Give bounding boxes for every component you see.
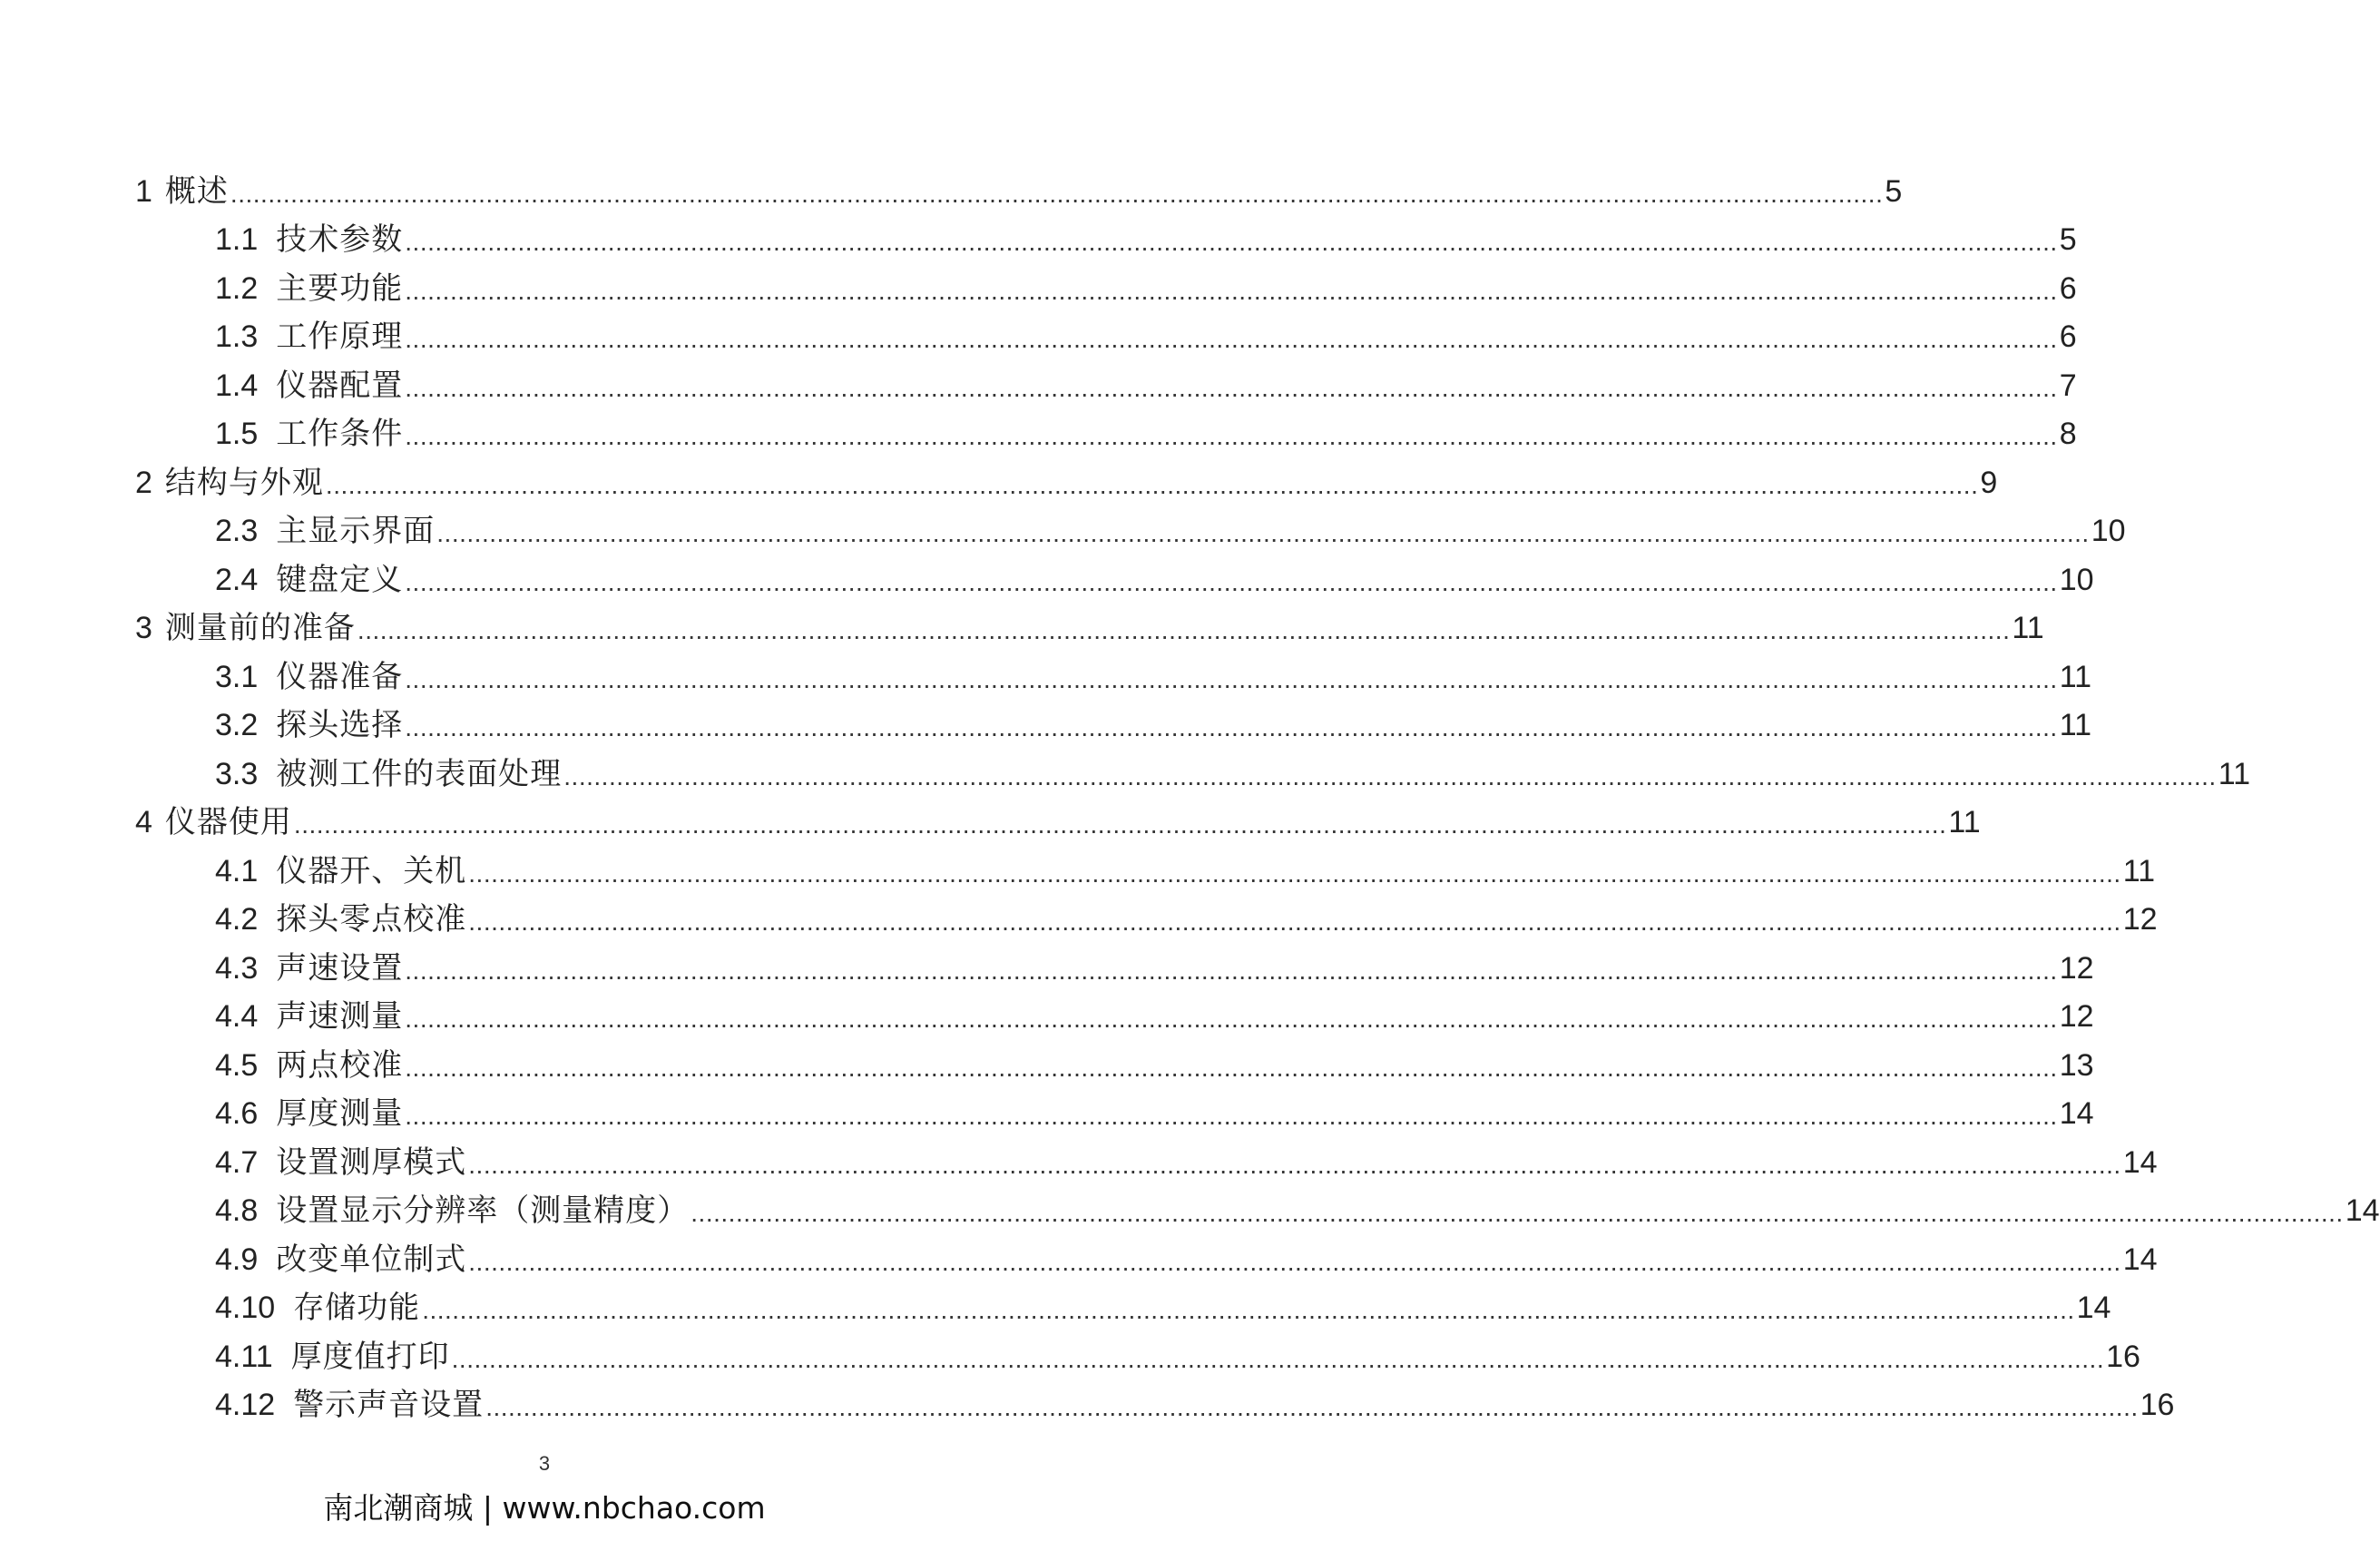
toc-dot-leader: ............................................................................................................................................................................................................................ [405,1053,2058,1082]
toc-entry-page: 11 [2059,708,2092,743]
toc-dot-leader: ............................................................................................................................................................................................................................ [468,1150,2121,1179]
toc-entry-page: 6 [2059,270,2077,306]
toc-section-entry[interactable] [0,313,2077,362]
toc-dot-leader: ............................................................................................................................................................................................................................ [405,713,2058,742]
toc-entry-page: 14 [2122,1242,2158,1277]
toc-dot-leader: ............................................................................................................................................................................................................................ [405,567,2058,596]
toc-section-entry[interactable] [0,1381,2175,1430]
toc-entry-title: 概述 [164,172,229,210]
toc-dot-leader: ............................................................................................................................................................................................................................ [405,1005,2058,1034]
toc-entry-number: 1.5 [215,417,259,452]
toc-entry-number: 2.3 [215,514,259,549]
toc-entry-title: 被测工件的表面处理 [276,755,563,792]
toc-dot-leader: ............................................................................................................................................................................................................................ [405,276,2058,305]
toc-dot-leader: ............................................................................................................................................................................................................................ [293,810,1947,839]
toc-chapter-entry[interactable] [0,604,2044,653]
toc-entry-number: 3.1 [215,659,259,694]
toc-entry-number: 4.12 [215,1388,276,1423]
toc-entry-number: 3.2 [215,708,259,743]
toc-entry-title: 改变单位制式 [276,1241,467,1278]
toc-entry-page: 9 [1980,465,1998,500]
toc-dot-leader: ............................................................................................................................................................................................................................ [357,616,2011,645]
toc-dot-leader: ............................................................................................................................................................................................................................ [468,1247,2121,1276]
toc-section-entry[interactable] [0,847,2156,896]
toc-entry-title: 仪器使用 [164,804,292,841]
toc-dot-leader: ............................................................................................................................................................................................................................ [485,1393,2139,1422]
toc-section-entry[interactable] [0,1332,2140,1381]
page-number: 3 [538,1452,551,1475]
toc-entry-title: 声速测量 [276,998,404,1036]
toc-entry-page: 7 [2059,368,2077,403]
toc-section-entry[interactable] [0,361,2077,410]
toc-entry-title: 警示声音设置 [293,1387,485,1424]
toc-entry-number: 4.11 [215,1339,273,1374]
toc-entry-title: 仪器准备 [276,658,404,695]
toc-dot-leader: ............................................................................................................................................................................................................................ [405,956,2058,985]
toc-entry-page: 5 [2059,222,2077,258]
toc-entry-title: 仪器配置 [276,367,404,404]
toc-entry-title: 探头零点校准 [276,901,467,938]
toc-entry-number: 1 [135,173,152,209]
toc-entry-page: 12 [2122,902,2158,937]
toc-section-entry[interactable] [0,944,2094,993]
toc-entry-page: 11 [1948,805,1981,840]
toc-section-entry[interactable] [0,1090,2094,1139]
toc-entry-number: 4.2 [215,902,259,937]
toc-entry-number: 4.6 [215,1096,259,1132]
toc-entry-title: 厚度值打印 [290,1338,450,1375]
toc-dot-leader: ............................................................................................................................................................................................................................ [690,1199,2344,1228]
toc-entry-number: 2.4 [215,562,259,597]
toc-entry-page: 11 [2218,756,2251,791]
toc-section-entry[interactable] [0,507,2126,556]
toc-entry-page: 11 [2059,659,2092,694]
toc-dot-leader: ............................................................................................................................................................................................................................ [405,664,2058,693]
toc-entry-title: 键盘定义 [276,561,404,598]
toc-chapter-entry[interactable] [0,799,1981,848]
toc-entry-title: 工作条件 [276,416,404,453]
toc-section-entry[interactable] [0,1187,2380,1236]
toc-dot-leader: ............................................................................................................................................................................................................................ [405,422,2058,451]
toc-entry-title: 测量前的准备 [164,610,356,647]
toc-entry-page: 14 [2345,1193,2380,1229]
toc-section-entry[interactable] [0,702,2092,751]
toc-entry-page: 14 [2122,1144,2158,1180]
toc-entry-number: 4.5 [215,1047,259,1083]
toc-entry-title: 声速设置 [276,949,404,986]
toc-dot-leader: ............................................................................................................................................................................................................................ [405,228,2058,257]
toc-entry-page: 12 [2059,999,2094,1035]
toc-section-entry[interactable] [0,1235,2158,1284]
toc-entry-title: 存储功能 [293,1290,421,1327]
toc-entry-number: 4 [135,805,152,840]
toc-entry-page: 11 [2122,853,2156,888]
toc-dot-leader: ............................................................................................................................................................................................................................ [422,1296,2075,1325]
toc-entry-title: 结构与外观 [164,464,324,501]
toc-dot-leader: ............................................................................................................................................................................................................................ [451,1344,2105,1373]
toc-dot-leader: ............................................................................................................................................................................................................................ [230,179,1884,208]
toc-entry-page: 16 [2106,1339,2140,1374]
toc-section-entry[interactable] [0,1138,2158,1187]
toc-entry-page: 16 [2140,1388,2175,1423]
toc-chapter-entry[interactable] [0,167,1903,216]
toc-entry-page: 6 [2059,319,2077,355]
toc-entry-title: 探头选择 [276,707,404,744]
toc-entry-page: 12 [2059,950,2094,986]
toc-entry-title: 仪器开、关机 [276,852,467,889]
toc-entry-number: 4.4 [215,999,259,1035]
toc-section-entry[interactable] [0,410,2077,459]
toc-entry-number: 4.3 [215,950,259,986]
toc-section-entry[interactable] [0,750,2251,799]
toc-section-entry[interactable] [0,555,2094,604]
toc-dot-leader: ............................................................................................................................................................................................................................ [563,761,2217,790]
toc-entry-number: 1.2 [215,270,259,306]
toc-entry-title: 主显示界面 [276,513,436,550]
toc-entry-number: 3 [135,611,152,646]
toc-entry-number: 4.7 [215,1144,259,1180]
toc-section-entry[interactable] [0,896,2158,945]
toc-entry-title: 两点校准 [276,1046,404,1084]
toc-section-entry[interactable] [0,216,2077,265]
toc-dot-leader: ............................................................................................................................................................................................................................ [405,1102,2058,1131]
toc-entry-page: 10 [2059,562,2094,597]
toc-entry-page: 14 [2076,1291,2111,1326]
toc-section-entry[interactable] [0,264,2077,313]
toc-entry-number: 4.8 [215,1193,259,1229]
toc-chapter-entry[interactable] [0,458,1998,507]
toc-entry-number: 1.4 [215,368,259,403]
table-of-contents [0,167,2380,1429]
toc-entry-page: 13 [2059,1047,2094,1083]
toc-entry-page: 11 [2012,611,2044,646]
toc-section-entry[interactable] [0,1284,2111,1333]
toc-entry-title: 主要功能 [276,270,404,307]
toc-section-entry[interactable] [0,653,2092,702]
toc-entry-number: 2 [135,465,152,500]
toc-entry-page: 5 [1885,173,1903,209]
toc-dot-leader: ............................................................................................................................................................................................................................ [468,908,2121,937]
toc-dot-leader: ............................................................................................................................................................................................................................ [405,325,2058,354]
toc-entry-number: 1.1 [215,222,259,258]
footer-brand: 南北潮商城 | www.nbchao.com [323,1490,766,1526]
toc-dot-leader: ............................................................................................................................................................................................................................ [468,859,2121,888]
toc-dot-leader: ............................................................................................................................................................................................................................ [405,373,2058,402]
toc-entry-number: 4.10 [215,1291,276,1326]
toc-entry-number: 4.1 [215,853,259,888]
toc-section-entry[interactable] [0,1041,2094,1090]
toc-entry-page: 14 [2059,1096,2094,1132]
toc-entry-page: 10 [2091,514,2126,549]
toc-entry-title: 厚度测量 [276,1095,404,1133]
toc-entry-title: 工作原理 [276,319,404,356]
toc-entry-number: 3.3 [215,756,259,791]
toc-entry-page: 8 [2059,417,2077,452]
toc-entry-title: 技术参数 [276,221,404,259]
toc-entry-number: 1.3 [215,319,259,355]
toc-dot-leader: ............................................................................................................................................................................................................................ [436,519,2090,548]
toc-dot-leader: ............................................................................................................................................................................................................................ [325,470,1979,499]
toc-entry-title: 设置显示分辨率（测量精度） [276,1193,690,1230]
toc-entry-number: 4.9 [215,1242,259,1277]
toc-section-entry[interactable] [0,993,2094,1042]
toc-entry-title: 设置测厚模式 [276,1143,467,1181]
